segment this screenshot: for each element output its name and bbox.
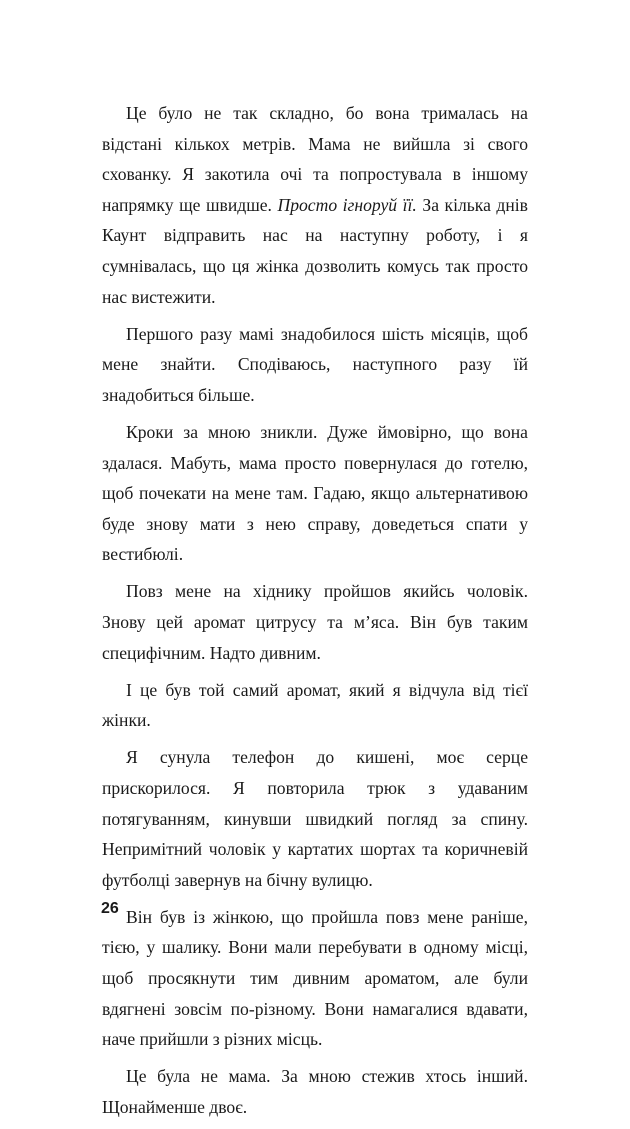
paragraph-1-text-b: За кілька днів Каунт відправить нас на наступну роботу, і я сумнівалась, що ця жінка дозволить комусь так просто нас вистежити. bbox=[102, 194, 528, 307]
paragraph-8 bbox=[102, 1061, 528, 1122]
paragraph-1-text-a: Це було не так складно, бо вона трималась на відстані кількох метрів. Мама не вийшла зі свого схованку. Я закотила очі та попростувала в іншому напрямку ще швидше. bbox=[102, 103, 528, 215]
paragraph-3-text: Кроки за мною зникли. Дуже ймовірно, що вона здалася. Мабуть, мама просто повернулася до готелю, щоб почекати на мене там. Гадаю, якщо альтернативою буде знову мати з нею справу, доведеться спати у вестибюлі. bbox=[102, 421, 528, 565]
paragraph-8-text: Це була не мама. За мною стежив хтось інший. Щонайменше двоє. bbox=[102, 1066, 528, 1117]
paragraph-7 bbox=[102, 902, 528, 1055]
paragraph-1-italic-phrase: Просто ігноруй її. bbox=[277, 194, 417, 215]
paragraph-6 bbox=[102, 742, 528, 895]
paragraph-7-text: Він був із жінкою, що пройшла повз мене раніше, тією, у шалику. Вони мали перебувати в одному місці, щоб просякнути тим дивним ароматом, але були вдягнені зовсім по-різному. Вони намагалися вдавати, наче прийшли з різних місць. bbox=[102, 906, 528, 1050]
paragraph-2 bbox=[102, 319, 528, 411]
paragraph-3 bbox=[102, 417, 528, 570]
paragraph-2-text: Першого разу мамі знадобилося шість місяців, щоб мене знайти. Сподіваюсь, наступного разу їй знадобиться більше. bbox=[102, 323, 528, 405]
paragraph-5-text: І це був той самий аромат, який я відчула від тієї жінки. bbox=[102, 679, 528, 731]
paragraph-4-text: Повз мене на хіднику пройшов якийсь чоловік. Знову цей аромат цитрусу та м’яса. Він був таким специфічним. Надто дивним. bbox=[102, 581, 528, 663]
page-number: 26 bbox=[101, 900, 119, 917]
paragraph-1 bbox=[102, 98, 528, 312]
paragraph-4 bbox=[102, 576, 528, 668]
paragraph-5 bbox=[102, 675, 528, 736]
paragraph-6-text: Я сунула телефон до кишені, моє серце прискорилося. Я повторила трюк з удаваним потягуванням, кинувши швидкий погляд за спину. Непримітний чоловік у картатих шортах та коричневій футболці завернув на бічну вулицю. bbox=[102, 747, 528, 890]
body-text bbox=[102, 98, 528, 1129]
